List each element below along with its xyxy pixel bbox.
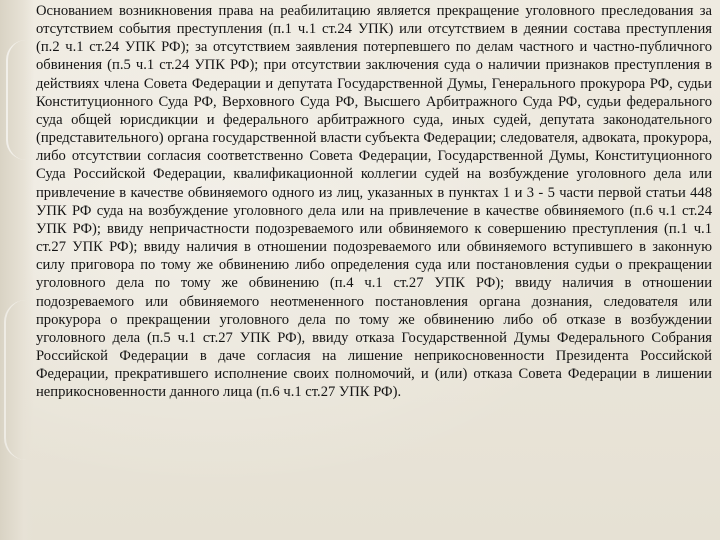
left-decorative-border: [0, 0, 34, 540]
body-paragraph: Основанием возникновения права на реабилитацию является прекращение уголовного преследования за отсутствием события преступления (п.1 ч.1 ст.24 УПК) или отсутствием в деянии состава преступления (п.2 ч.1 ст.24 УПК РФ); за отсутствием заявления потерпевшего по делам частного и частно-публичного обвинения (п.5 ч.1 ст.24 УПК РФ); при отсутствии заключения суда о наличии признаков преступления в действиях члена Совета Федерации и депутата Государственной Думы, Генерального прокурора РФ, судьи Конституционного Суда РФ, Верховного Суда РФ, Высшего Арбитражного Суда РФ, судьи федерального суда общей юрисдикции и федерального арбитражного суда, иных судей, депутата законодательного (представительного) органа государственной власти субъекта Федерации; следователя, адвоката, прокурора, либо отсутствии согласия соответственно Совета Федерации, Государственной Думы, Конституционного Суда Российской Федерации, квалификационной коллегии судей на возбуждение уголовного дела или привлечение в качестве обвиняемого одного из лиц, указанных в пунктах 1 и 3 - 5 части первой статьи 448 УПК РФ суда на возбуждение уголовного дела или на привлечение в качестве обвиняемого (п.6 ч.1 ст.24 УПК РФ); ввиду непричастности подозреваемого или обвиняемого к совершению преступления (п.1 ч.1 ст.27 УПК РФ); ввиду наличия в отношении подозреваемого или обвиняемого вступившего в законную силу приговора по тому же обвинению либо определения суда или постановления судьи о прекращении уголовного дела по тому же обвинению (п.4 ч.1 ст.27 УПК РФ); ввиду наличия в отношении подозреваемого или обвиняемого неотмененного постановления органа дознания, следователя или прокурора о прекращении уголовного дела по тому же обвинению либо об отказе в возбуждении уголовного дела (п.5 ч.1 ст.27 УПК РФ), ввиду отказа Государственной Думы Федерального Собрания Российской Федерации в даче согласия на лишение неприкосновенности Президента Российской Федерации, прекратившего исполнение своих полномочий, и (или) отказа Совета Федерации в лишении неприкосновенности данного лица (п.6 ч.1 ст.27 УПК РФ).: [36, 3, 712, 401]
